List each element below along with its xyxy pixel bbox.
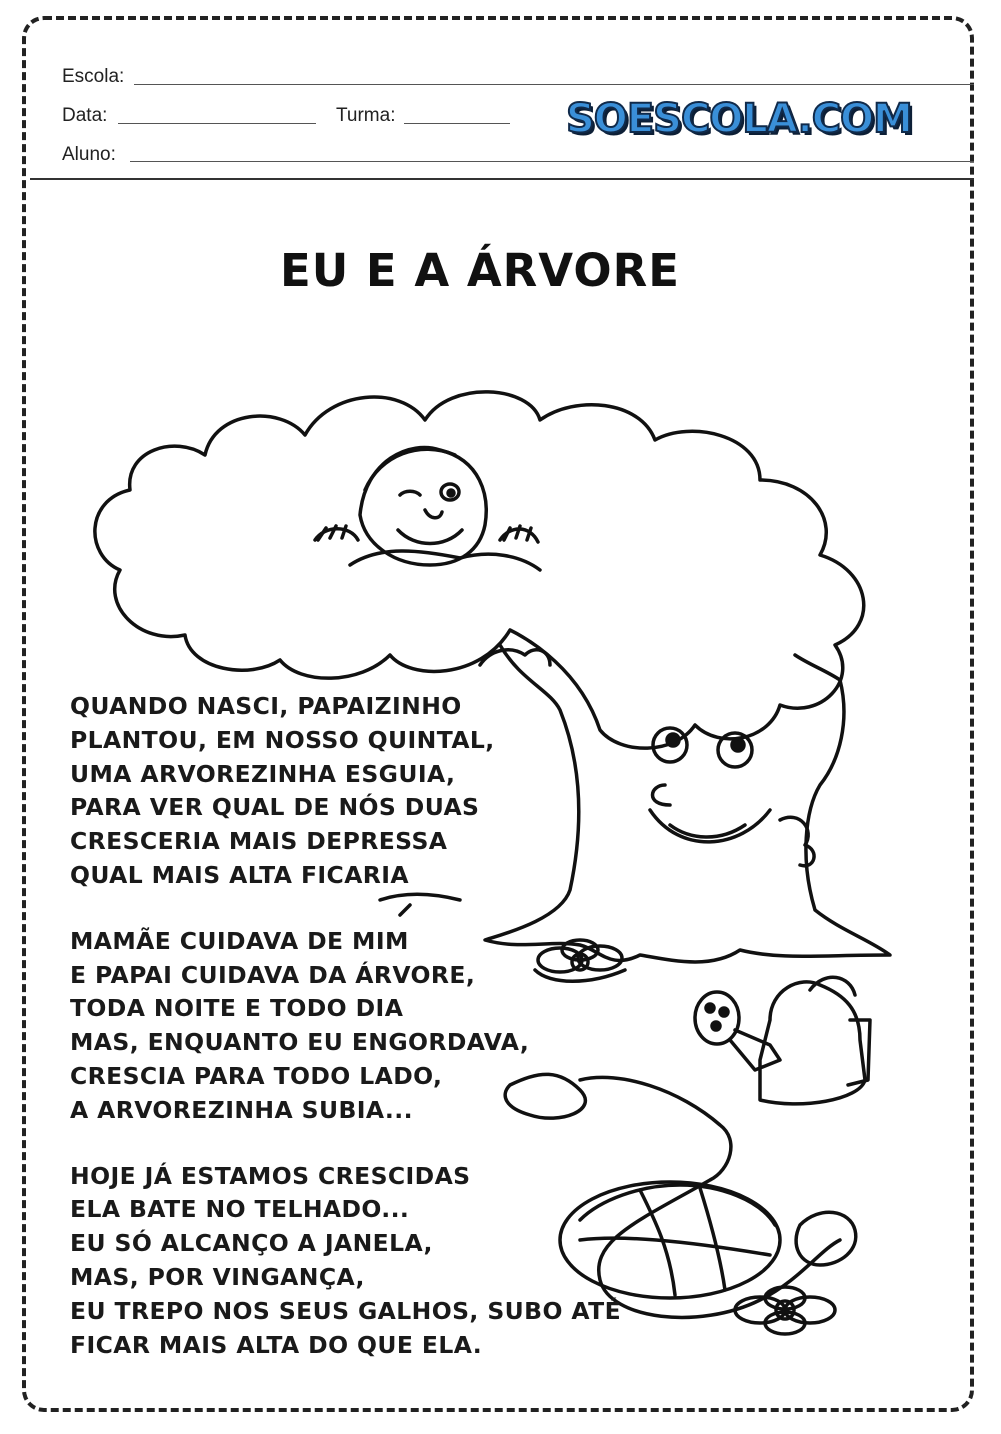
poem-line: EU TREPO NOS SEUS GALHOS, SUBO ATÉ <box>70 1296 622 1325</box>
poem-line: A ARVOREZINHA SUBIA... <box>70 1095 413 1124</box>
watering-can-drawing <box>695 977 870 1104</box>
poem-line: QUAL MAIS ALTA FICARIA <box>70 860 410 889</box>
stanza-1 <box>70 690 621 893</box>
school-label: Escola: <box>62 66 125 87</box>
page-title: EU E A ÁRVORE <box>279 244 680 297</box>
poem-line: PLANTOU, EM NOSSO QUINTAL, <box>70 725 495 754</box>
poem-line: MAMÃE CUIDAVA DE MIM <box>70 926 409 955</box>
school-line <box>134 84 974 85</box>
poem-line: ELA BATE NO TELHADO... <box>70 1195 410 1224</box>
poem-line: E PAPAI CUIDAVA DA ÁRVORE, <box>70 960 476 989</box>
header-separator <box>30 178 974 180</box>
poem-line: CRESCIA PARA TODO LADO, <box>70 1061 443 1090</box>
poem-line: PARA VER QUAL DE NÓS DUAS <box>70 793 480 822</box>
date-label: Data: <box>62 105 108 126</box>
poem-line: HOJE JÁ ESTAMOS CRESCIDAS <box>70 1161 471 1190</box>
brand-logo: SOESCOLA.COM <box>566 96 912 142</box>
poem-line: CRESCERIA MAIS DEPRESSA <box>70 827 448 856</box>
stanza-2 <box>70 925 621 1128</box>
class-label: Turma: <box>336 105 396 126</box>
poem-line: MAS, ENQUANTO EU ENGORDAVA, <box>70 1028 530 1057</box>
student-line <box>130 161 974 162</box>
poem-line: QUANDO NASCI, PAPAIZINHO <box>70 692 462 720</box>
student-label: Aluno: <box>62 144 116 165</box>
date-line <box>118 123 316 124</box>
poem-line: FICAR MAIS ALTA DO QUE ELA. <box>70 1330 483 1359</box>
poem <box>70 690 621 1394</box>
poem-line: EU SÓ ALCANÇO A JANELA, <box>70 1229 433 1258</box>
flower-small-drawing <box>735 1287 835 1334</box>
poem-line: MAS, POR VINGANÇA, <box>70 1262 365 1291</box>
class-line <box>404 123 510 124</box>
poem-line: TODA NOITE E TODO DIA <box>70 994 404 1023</box>
girl-peeking-drawing <box>315 448 540 570</box>
stanza-3 <box>70 1160 621 1363</box>
poem-line: UMA ARVOREZINHA ESGUIA, <box>70 759 456 788</box>
